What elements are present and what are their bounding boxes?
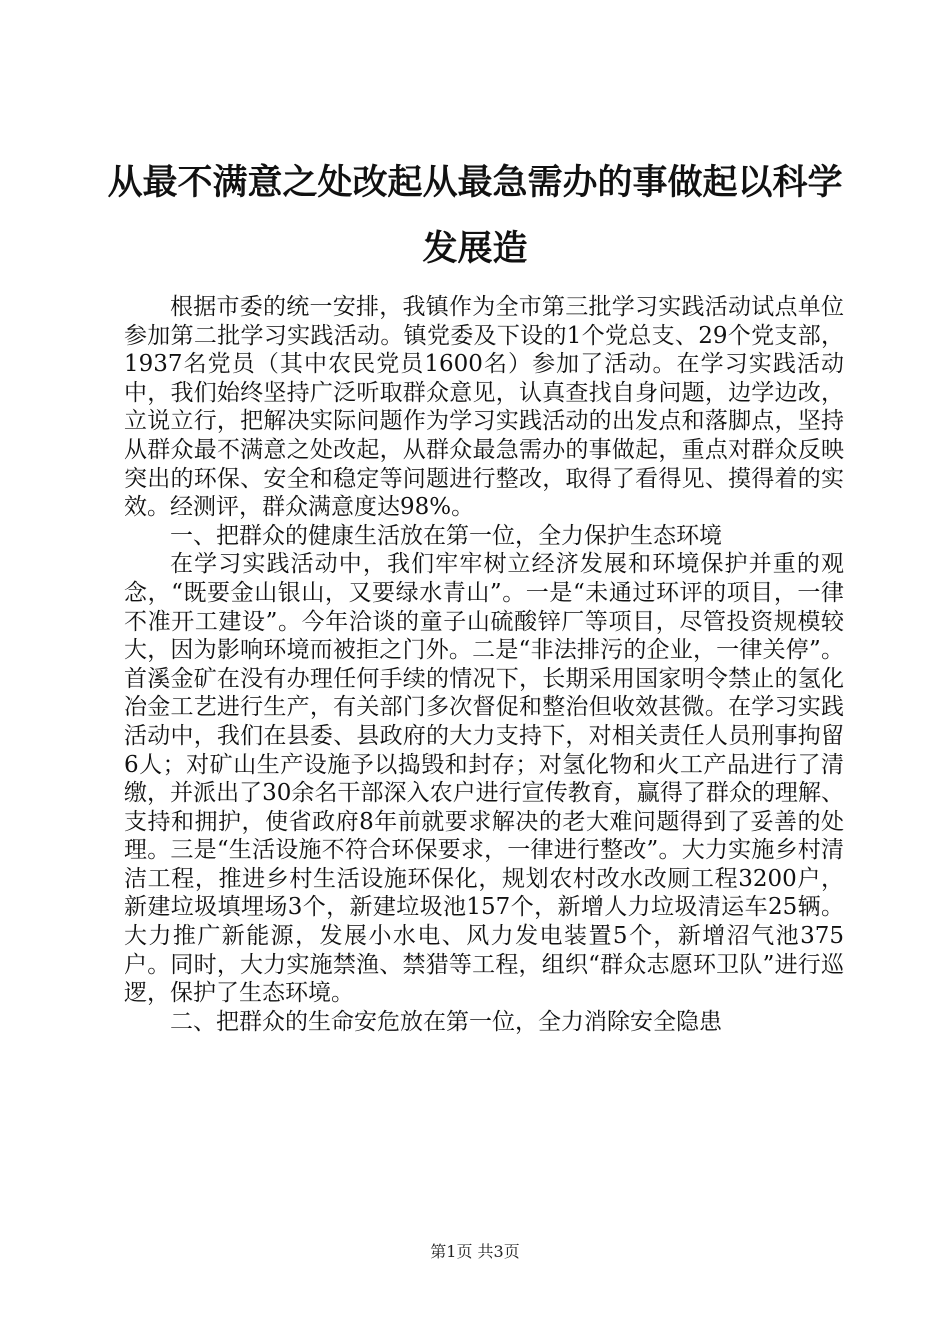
section-heading-1: 一、把群众的健康生活放在第一位，全力保护生态环境 bbox=[170, 522, 722, 549]
document-body bbox=[124, 293, 844, 1036]
paragraph-intro: 根据市委的统一安排，我镇作为全市第三批学习实践活动试点单位参加第二批学习实践活动。镇党委及下设的1个党总支、29个党支部，1937名党员（其中农民党员1600名）参加了活动。在学习实践活动中，我们始终坚持广泛听取群众意见，认真查找自身问题，边学边改，立说立行，把解决实际问题作为学习实践活动的出发点和落脚点，坚持从群众最不满意之处改起，从群众最急需办的事做起，重点对群众反映突出的环保、安全和稳定等问题进行整改，取得了看得见、摸得着的实效。经测评，群众满意度达98%。 bbox=[124, 294, 844, 521]
paragraph-environment: 在学习实践活动中，我们牢牢树立经济发展和环境保护并重的观念，“既要金山银山，又要绿水青山”。一是“未通过环评的项目，一律不准开工建设”。今年洽谈的童子山硫酸锌厂等项目，尽管投资规模较大，因为影响环境而被拒之门外。二是“非法排污的企业，一律关停”。首溪金矿在没有办理任何手续的情况下，长期采用国家明令禁止的氢化冶金工艺进行生产，有关部门多次督促和整治但收效甚微。在学习实践活动中，我们在县委、县政府的大力支持下，对相关责任人员刑事拘留6人；对矿山生产设施予以捣毁和封存；对氢化物和火工产品进行了清缴，并派出了30余名干部深入农户进行宣传教育，赢得了群众的理解、支持和拥护，使省政府8年前就要求解决的老大难问题得到了妥善的处理。三是“生活设施不符合环保要求，一律进行整改”。大力实施乡村清洁工程，推进乡村生活设施环保化，规划农村改水改厕工程3200户，新建垃圾填埋场3个，新建垃圾池157个，新增人力垃圾清运车25辆。大力推广新能源，发展小水电、风力发电装置5个，新增沼气池375户。同时，大力实施禁渔、禁猎等工程，组织“群众志愿环卫队”进行巡逻，保护了生态环境。 bbox=[124, 551, 844, 1007]
page-footer: 第1页 共3页 bbox=[430, 1242, 520, 1261]
section-heading-2: 二、把群众的生命安危放在第一位，全力消除安全隐患 bbox=[170, 1008, 722, 1035]
document-title: 从最不满意之处改起从最急需办的事做起以科学发展造 bbox=[107, 163, 843, 269]
